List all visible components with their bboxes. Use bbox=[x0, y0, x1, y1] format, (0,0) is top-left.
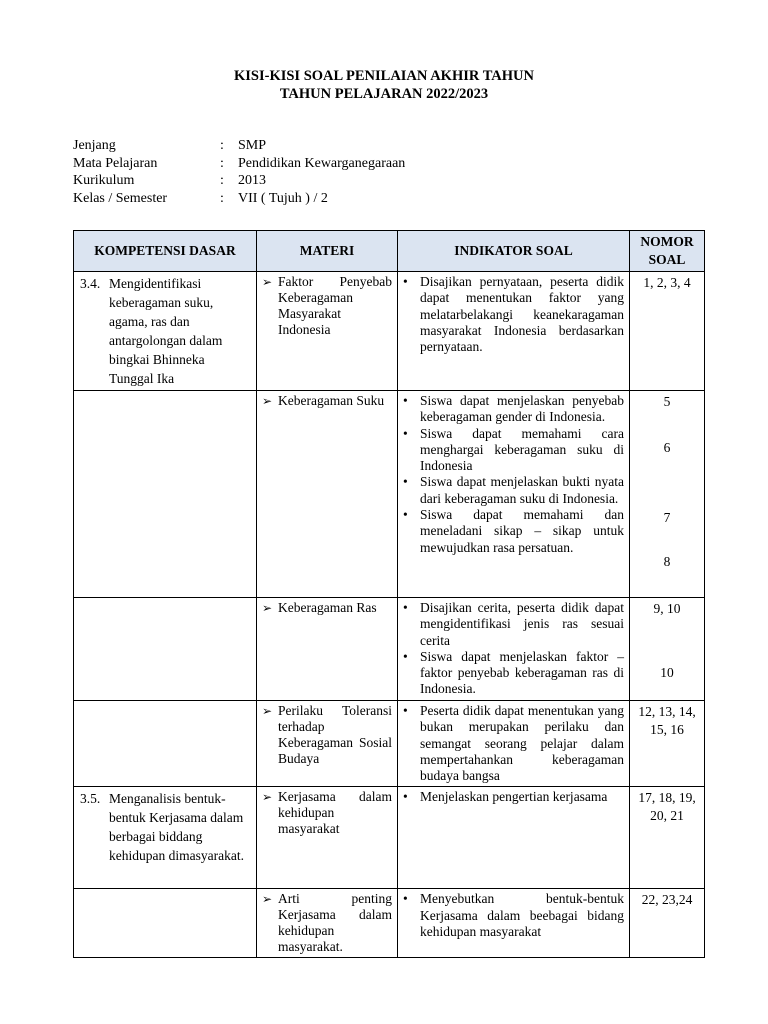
list-item bbox=[403, 474, 624, 507]
nomor-text: 8 bbox=[663, 554, 671, 569]
indikator-text: Peserta didik dapat menentukan yang bukan merupakan perilaku dan semangat seorang pelajar dalam mempertahankan keberagaman budaya bangsa bbox=[420, 703, 624, 784]
bullet-icon: • bbox=[403, 393, 408, 408]
indikator-text: Siswa dapat memahami cara menghargai keberagaman suku di Indonesia bbox=[420, 425, 624, 474]
materi-text: Keberagaman Ras bbox=[278, 600, 377, 615]
header-materi: MATERI bbox=[257, 231, 398, 272]
meta-value: Pendidikan Kewarganegaraan bbox=[238, 155, 406, 171]
nomor-text: 5 bbox=[663, 394, 671, 409]
indikator-text: Disajikan cerita, peserta didik dapat mengidentifikasi jenis ras sesuai cerita bbox=[420, 600, 624, 648]
table-row bbox=[74, 787, 705, 889]
meta-value: SMP bbox=[238, 138, 267, 153]
indikator-text: Menjelaskan pengertian kerjasama bbox=[420, 789, 608, 805]
arrow-bullet-icon: ➢ bbox=[262, 601, 273, 615]
meta-label: Kurikulum bbox=[73, 173, 135, 188]
list-item bbox=[403, 891, 624, 940]
nomor-cell bbox=[630, 272, 705, 391]
nomor-text: 22, 23,24 bbox=[641, 892, 693, 908]
bullet-icon: • bbox=[403, 703, 408, 718]
indikator-text: Siswa dapat menjelaskan faktor – faktor penyebab keberagaman ras di Indonesia. bbox=[420, 648, 624, 697]
nomor-text: 12, 13, 14, 15, 16 bbox=[638, 704, 696, 737]
kd-cell bbox=[74, 272, 257, 391]
nomor-text: 17, 18, 19, 20, 21 bbox=[638, 790, 696, 824]
header-nomor-line2: SOAL bbox=[648, 252, 686, 267]
list-item bbox=[403, 649, 624, 698]
indikator-text: Siswa dapat menjelaskan bukti nyata dari keberagaman suku di Indonesia. bbox=[420, 474, 624, 506]
materi-text: Keberagaman Suku bbox=[278, 393, 385, 408]
meta-label: Kelas / Semester bbox=[73, 190, 168, 206]
bullet-icon: • bbox=[403, 507, 408, 523]
bullet-icon: • bbox=[403, 600, 408, 615]
meta-row-jenjang bbox=[73, 137, 405, 155]
kd-cell bbox=[74, 391, 257, 598]
nomor-cell bbox=[630, 598, 705, 701]
bullet-icon: • bbox=[403, 425, 408, 441]
meta-label: Mata Pelajaran bbox=[73, 155, 158, 171]
header-kompetensi-dasar: KOMPETENSI DASAR bbox=[74, 231, 257, 272]
bullet-icon: • bbox=[403, 274, 408, 289]
kd-number: 3.4. bbox=[80, 276, 101, 291]
list-item bbox=[403, 426, 624, 475]
header-nomor-soal bbox=[630, 231, 705, 272]
arrow-bullet-icon: ➢ bbox=[262, 704, 273, 718]
list-item bbox=[403, 703, 624, 784]
meta-row-kurikulum bbox=[73, 172, 405, 190]
table-row bbox=[74, 272, 705, 391]
nomor-text: 1, 2, 3, 4 bbox=[643, 275, 691, 290]
bullet-icon: • bbox=[403, 474, 408, 490]
table-row bbox=[74, 701, 705, 787]
header-indikator-soal: INDIKATOR SOAL bbox=[398, 231, 630, 272]
table-header-row bbox=[74, 231, 705, 272]
bullet-icon: • bbox=[403, 891, 408, 907]
materi-cell bbox=[257, 598, 398, 701]
document-title: KISI-KISI SOAL PENILAIAN AKHIR TAHUN bbox=[233, 68, 534, 84]
arrow-bullet-icon: ➢ bbox=[262, 394, 273, 408]
nomor-cell bbox=[630, 889, 705, 958]
table-row bbox=[74, 889, 705, 958]
materi-text: Arti penting Kerjasama dalam kehidupan masyarakat. bbox=[278, 891, 392, 955]
materi-text: Kerjasama dalam kehidupan masyarakat bbox=[278, 789, 392, 837]
meta-label: Jenjang bbox=[73, 138, 116, 153]
arrow-bullet-icon: ➢ bbox=[262, 892, 273, 907]
list-item bbox=[403, 507, 624, 556]
nomor-text: 6 bbox=[663, 440, 671, 455]
table-row bbox=[74, 598, 705, 701]
nomor-text: 7 bbox=[663, 510, 671, 525]
kd-cell bbox=[74, 701, 257, 787]
list-item bbox=[403, 789, 624, 805]
materi-cell bbox=[257, 391, 398, 598]
indikator-text: Siswa dapat memahami dan meneladani sikap – sikap untuk mewujudkan rasa persatuan. bbox=[420, 507, 624, 555]
materi-cell bbox=[257, 787, 398, 889]
indikator-cell bbox=[398, 391, 630, 598]
indikator-cell bbox=[398, 701, 630, 787]
indikator-cell bbox=[398, 787, 630, 889]
materi-cell bbox=[257, 272, 398, 391]
nomor-cell bbox=[630, 787, 705, 889]
nomor-text: 10 bbox=[660, 665, 674, 680]
indikator-cell bbox=[398, 272, 630, 391]
meta-separator: : bbox=[220, 138, 224, 153]
materi-text: Faktor Penyebab Keberagaman Masyarakat Indonesia bbox=[278, 274, 392, 337]
materi-text: Perilaku Toleransi terhadap Keberagaman Sosial Budaya bbox=[278, 703, 392, 766]
materi-cell bbox=[257, 889, 398, 958]
list-item bbox=[403, 600, 624, 649]
kd-cell bbox=[74, 598, 257, 701]
meta-value: 2013 bbox=[238, 173, 266, 188]
meta-row-mata-pelajaran bbox=[73, 155, 405, 173]
list-item bbox=[403, 393, 624, 426]
bullet-icon: • bbox=[403, 789, 408, 805]
indikator-text: Menyebutkan bentuk-bentuk Kerjasama dalam beebagai bidang kehidupan masyarakat bbox=[420, 891, 624, 940]
kd-cell bbox=[74, 787, 257, 889]
materi-cell bbox=[257, 701, 398, 787]
kd-text: Mengidentifikasi keberagaman suku, agama, ras dan antargolongan dalam bingkai Bhinneka Tunggal Ika bbox=[109, 276, 223, 386]
meta-value: VII ( Tujuh ) / 2 bbox=[238, 190, 328, 206]
bullet-icon: • bbox=[403, 648, 408, 664]
arrow-bullet-icon: ➢ bbox=[262, 790, 273, 805]
indikator-cell bbox=[398, 889, 630, 958]
document-subtitle: TAHUN PELAJARAN 2022/2023 bbox=[279, 86, 489, 102]
indikator-text: Disajikan pernyataan, peserta didik dapat menentukan faktor yang melatarbelakangi keanekaragaman masyarakat Indonesia berdasarkan pernyataan. bbox=[420, 274, 624, 355]
arrow-bullet-icon: ➢ bbox=[262, 275, 273, 289]
meta-separator: : bbox=[220, 173, 224, 188]
nomor-cell bbox=[630, 701, 705, 787]
indikator-text: Siswa dapat menjelaskan penyebab keberagaman gender di Indonesia. bbox=[420, 393, 624, 425]
kd-cell bbox=[74, 889, 257, 958]
identity-block bbox=[73, 137, 405, 207]
meta-separator: : bbox=[220, 190, 224, 206]
kisi-kisi-table bbox=[73, 230, 705, 958]
kd-text: Menganalisis bentuk-bentuk Kerjasama dalam berbagai biddang kehidupan dimasyarakat. bbox=[109, 791, 244, 864]
meta-separator: : bbox=[220, 155, 224, 171]
header-nomor-line1: NOMOR bbox=[640, 234, 694, 249]
table-row bbox=[74, 391, 705, 598]
meta-row-kelas-semester bbox=[73, 190, 405, 208]
nomor-cell bbox=[630, 391, 705, 598]
kd-number: 3.5. bbox=[80, 791, 101, 807]
list-item bbox=[403, 274, 624, 355]
nomor-text: 9, 10 bbox=[653, 601, 681, 616]
indikator-cell bbox=[398, 598, 630, 701]
